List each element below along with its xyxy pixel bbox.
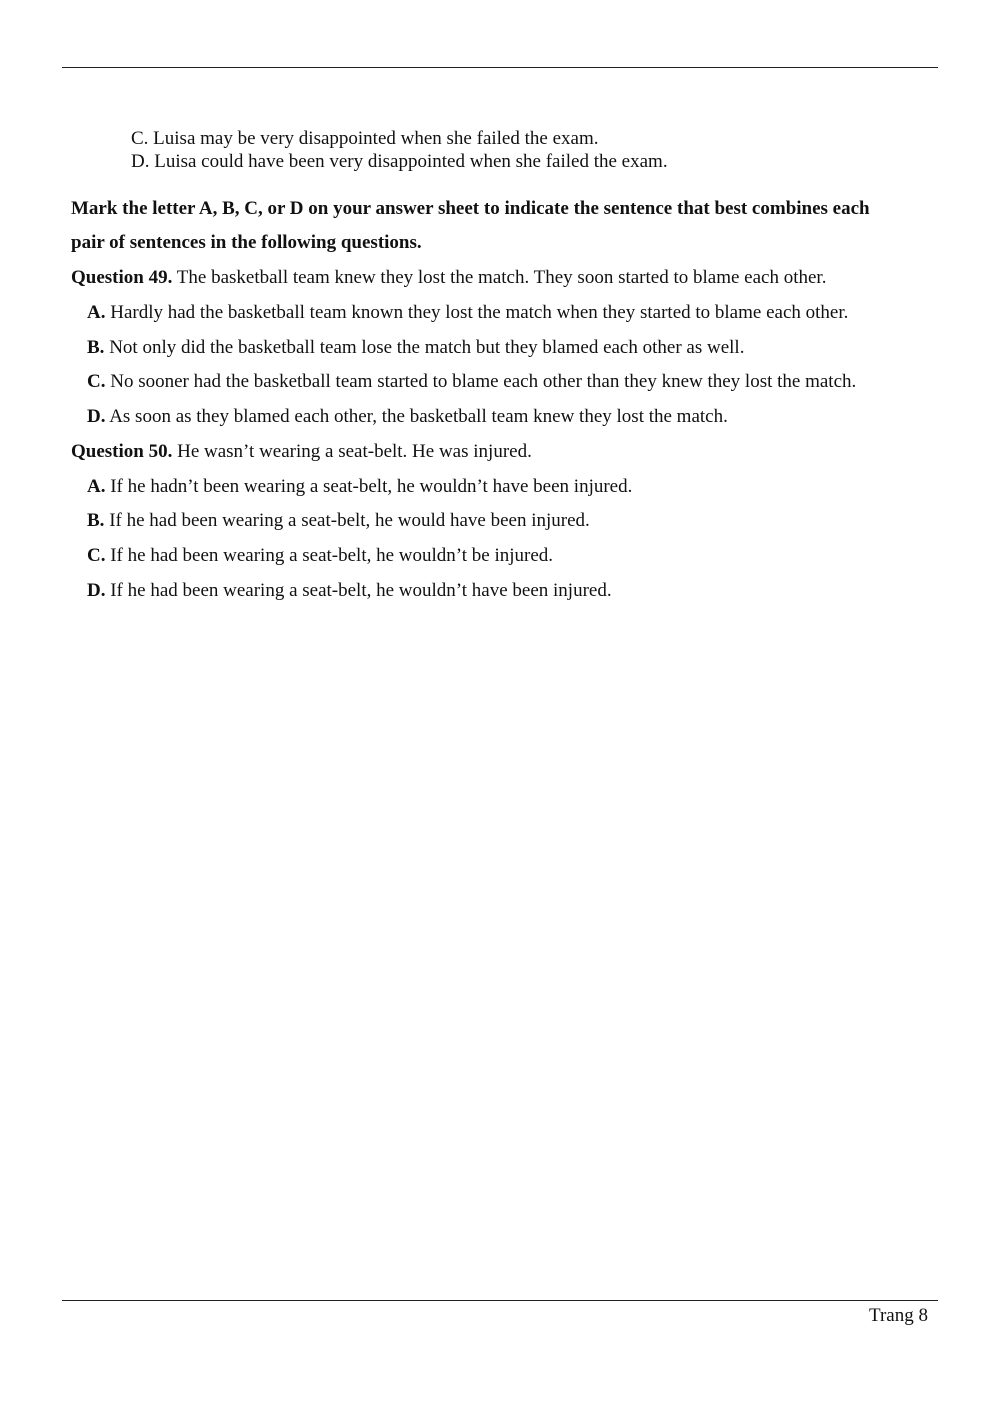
previous-option-c: C. Luisa may be very disappointed when she failed the exam.	[131, 128, 599, 149]
footer-rule	[62, 1300, 938, 1301]
option-letter: A.	[87, 476, 106, 497]
question-49-text: The basketball team knew they lost the match. They soon started to blame each other.	[176, 267, 827, 288]
option-text: If he had been wearing a seat-belt, he would have been injured.	[109, 510, 590, 531]
option-letter: C.	[87, 371, 106, 392]
option-text: Hardly had the basketball team known they lost the match when they started to blame each other.	[110, 302, 849, 323]
option-letter: B.	[87, 337, 105, 358]
question-50-text: He wasn’t wearing a seat-belt. He was injured.	[177, 441, 532, 462]
instruction-line-1: Mark the letter A, B, C, or D on your answer sheet to indicate the sentence that best combines each	[71, 198, 870, 219]
question-50-option-a	[87, 476, 632, 498]
option-letter: D.	[87, 406, 106, 427]
option-text: If he had been wearing a seat-belt, he wouldn’t be injured.	[110, 545, 554, 566]
question-50	[71, 441, 532, 463]
question-49-option-a	[87, 302, 848, 324]
question-49	[71, 267, 826, 289]
question-50-option-d	[87, 580, 612, 602]
option-text: As soon as they blamed each other, the basketball team knew they lost the match.	[109, 406, 728, 427]
question-50-option-b	[87, 510, 590, 532]
question-49-option-d	[87, 406, 728, 428]
question-50-label: Question 50.	[71, 441, 173, 462]
question-49-label: Question 49.	[71, 267, 173, 288]
option-text: If he had been wearing a seat-belt, he wouldn’t have been injured.	[110, 580, 612, 601]
question-49-option-c	[87, 371, 856, 393]
question-50-option-c	[87, 545, 553, 567]
option-letter: C.	[87, 545, 106, 566]
option-text: Not only did the basketball team lose the match but they blamed each other as well.	[109, 337, 745, 358]
option-letter: B.	[87, 510, 105, 531]
option-letter: D.	[87, 580, 106, 601]
option-text: No sooner had the basketball team started to blame each other than they knew they lost the match.	[110, 371, 857, 392]
option-text: If he hadn’t been wearing a seat-belt, he wouldn’t have been injured.	[110, 476, 633, 497]
previous-option-d: D. Luisa could have been very disappointed when she failed the exam.	[131, 151, 668, 172]
question-49-option-b	[87, 337, 744, 359]
option-letter: A.	[87, 302, 106, 323]
header-rule	[62, 67, 938, 68]
page-number: Trang 8	[869, 1305, 928, 1326]
instruction-line-2: pair of sentences in the following questions.	[71, 232, 422, 253]
